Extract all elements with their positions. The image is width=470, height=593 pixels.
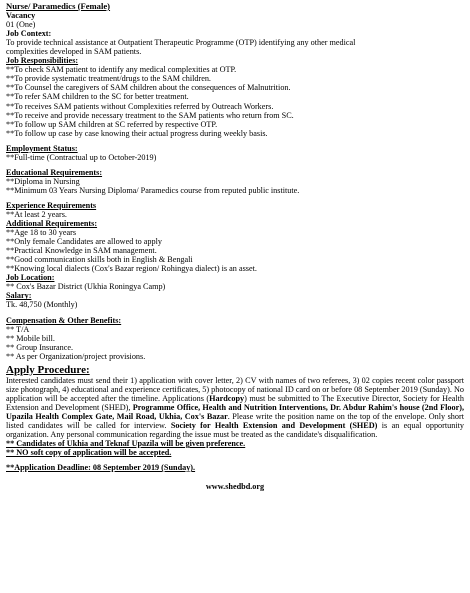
soft-copy-note: ** NO soft copy of application will be accepted.	[6, 448, 172, 458]
additional-requirement-item: **Good communication skills both in English & Bengali	[6, 255, 193, 265]
responsibility-item: **To follow up SAM children at SC referred by respective OTP.	[6, 119, 218, 129]
website-link[interactable]: www.shedbd.org	[205, 482, 265, 492]
compensation-item: ** Mobile bill.	[6, 333, 55, 343]
job-context-line: complexities developed in SAM patients.	[6, 47, 142, 57]
compensation-item: ** T/A	[6, 324, 30, 334]
employment-status-value: **Full-time (Contractual up to October-2019)	[6, 152, 157, 162]
job-location-value: ** Cox's Bazar District (Ukhia Roningya Camp)	[6, 282, 166, 292]
responsibility-item: **To provide systematic treatment/drugs to the SAM children.	[6, 74, 211, 84]
responsibility-item: **To follow up case by case knowing their actual progress during weekly basis.	[6, 128, 268, 138]
preference-note: ** Candidates of Ukhia and Teknaf Upazila will be given preference.	[6, 439, 246, 449]
compensation-item: ** As per Organization/project provisions.	[6, 351, 146, 361]
additional-requirements-heading: Additional Requirements:	[6, 219, 98, 229]
responsibility-item: **To Counsel the caregivers of SAM children about the consequences of Malnutrition.	[6, 83, 291, 93]
employment-status-heading: Employment Status:	[6, 143, 78, 153]
apply-procedure-text	[6, 376, 464, 439]
experience-heading: Experience Requirements	[6, 200, 97, 210]
job-context-heading: Job Context:	[6, 29, 52, 39]
responsibilities-heading: Job Responsibilities:	[6, 56, 79, 66]
responsibility-item: **To refer SAM children to the SC for better treatment.	[6, 92, 189, 102]
responsibility-item: **To receive and provide necessary treatment to the SAM patients who return from SC.	[6, 110, 294, 120]
apply-procedure-heading: Apply Procedure:	[6, 363, 90, 376]
vacancy-value: 01 (One)	[6, 20, 36, 30]
additional-requirement-item: **Only female Candidates are allowed to apply	[6, 237, 162, 247]
vacancy-heading: Vacancy	[6, 11, 36, 21]
responsibility-item: **To receives SAM patients without Complexities referred by Outreach Workers.	[6, 101, 274, 111]
additional-requirement-item: **Age 18 to 30 years	[6, 228, 77, 238]
education-item: **Diploma in Nursing	[6, 176, 80, 186]
apply-text-part: . Please write the position name on the top of the envelope. Only short listed candidates will be called for interview.	[6, 411, 464, 430]
apply-text-part: is an equal opportunity organization. Any personal communication regarding the issue must be treated as the candidate's disqualification.	[6, 420, 464, 440]
salary-heading: Salary:	[6, 291, 32, 301]
apply-text-bold: Hardcopy	[209, 393, 245, 403]
apply-org-bold: Society for Health Extension and Development (SHED)	[170, 420, 378, 430]
responsibility-item: **To check SAM patient to identify any medical complexities at OTP.	[6, 65, 237, 75]
job-context-line: To provide technical assistance at Outpatient Therapeutic Programme (OTP) identifying any other medical	[6, 38, 356, 48]
job-title: Nurse/ Paramedics (Female)	[6, 1, 111, 11]
education-heading: Educational Requirements:	[6, 167, 103, 177]
experience-value: **At least 2 years.	[6, 209, 67, 219]
additional-requirement-item: **Knowing local dialects (Cox's Bazar region/ Rohingya dialect) is an asset.	[6, 264, 257, 274]
job-location-heading: Job Location:	[6, 273, 55, 283]
application-deadline: **Application Deadline: 08 September 2019 (Sunday).	[6, 463, 196, 473]
additional-requirement-item: **Practical Knowledge in SAM management.	[6, 246, 157, 256]
apply-address-bold: Programme Office, Health and Nutrition Interventions, Dr. Abdur Rahim's house (2nd Floor), Upazila Health Complex Gate, Mail Road, Ukhia, Cox's Bazar	[6, 402, 464, 421]
compensation-item: ** Group Insurance.	[6, 342, 74, 352]
apply-text-part: Interested candidates must send their 1) application with cover letter, 2) CV with names of two referees, 3) 02 copies recent color passport size photograph, 4) educational and experience certificates, 5) photocopy of national ID card on or before 08 September 2019 (Sunday). No application will be accepted after the timeline. Applications (	[6, 375, 464, 403]
salary-value: Tk. 48,750 (Monthly)	[6, 300, 78, 310]
education-item: **Minimum 03 Years Nursing Diploma/ Paramedics course from reputed public institute.	[6, 185, 300, 195]
apply-text-part: ) must be submitted to The Executive Director, Society for Health Extension and Development (SHED),	[6, 393, 465, 412]
compensation-heading: Compensation & Other Benefits:	[6, 315, 122, 325]
